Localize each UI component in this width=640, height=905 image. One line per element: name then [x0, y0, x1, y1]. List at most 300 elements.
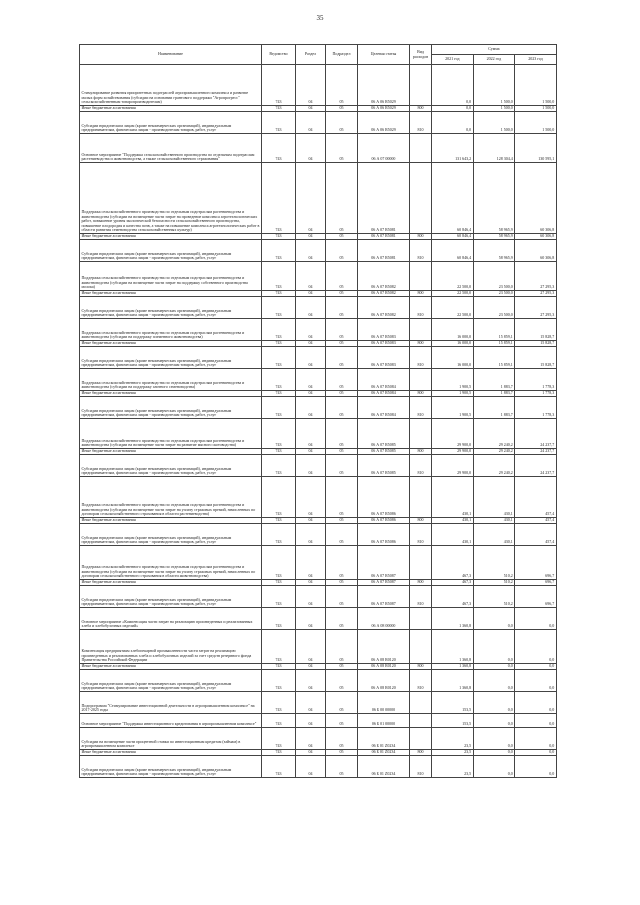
cell-2023: 60 306,8 — [515, 240, 557, 262]
cell-2022: 0,0 — [473, 670, 515, 692]
cell-2021: 1 900,5 — [432, 391, 474, 397]
cell-code: 06 Б 01 Z0234 — [358, 756, 410, 778]
cell-name: Субсидии юридическим лицам (кроме некоммерческих организаций), индивидуальным предпринимателям, физическим лицам - производителям товаров, работ, услуг — [80, 524, 262, 546]
cell-dept: 743 — [262, 134, 296, 163]
cell-type — [410, 369, 432, 391]
cell-2022: 15 859,1 — [473, 319, 515, 341]
cell-section: 04 — [296, 750, 326, 756]
cell-code: 06 А 07 R5083 — [358, 319, 410, 341]
cell-type — [410, 714, 432, 728]
cell-subsection: 05 — [326, 670, 358, 692]
cell-section: 04 — [296, 449, 326, 455]
cell-code: 06 А 07 R5082 — [358, 291, 410, 297]
cell-subsection: 05 — [326, 664, 358, 670]
cell-type: 810 — [410, 670, 432, 692]
cell-dept: 743 — [262, 714, 296, 728]
table-row — [80, 477, 557, 518]
cell-dept: 743 — [262, 419, 296, 449]
cell-name: Стимулирование развития приоритетных подотраслей агропромышленного комплекса и развитие малых форм хозяйствования (субсидии на основании грантового поддержки "Агропрогресс" сельскохозяйственным товаропроизводителям) — [80, 65, 262, 106]
cell-2023: 0,0 — [515, 608, 557, 630]
cell-name: Субсидии юридическим лицам (кроме некоммерческих организаций), индивидуальным предпринимателям, физическим лицам - производителям товаров, работ, услуг — [80, 112, 262, 134]
cell-name: Поддержка сельскохозяйственного производства по отдельным подотраслям растениеводства и животноводства (субсидии на возмещение части затрат на поддержку собственного производства молока) — [80, 262, 262, 291]
cell-name: Поддержка сельскохозяйственного производства по отдельным подотраслям растениеводства и животноводства (субсидии на поддержку племенного животноводства) — [80, 319, 262, 341]
cell-subsection: 05 — [326, 262, 358, 291]
cell-dept: 743 — [262, 692, 296, 714]
cell-name: Субсидии юридическим лицам (кроме некоммерческих организаций), индивидуальным предпринимателям, физическим лицам - производителям товаров, работ, услуг — [80, 297, 262, 319]
cell-section: 04 — [296, 714, 326, 728]
cell-2023: 0,0 — [515, 756, 557, 778]
cell-dept: 743 — [262, 608, 296, 630]
cell-2023: 457,4 — [515, 524, 557, 546]
cell-section: 04 — [296, 419, 326, 449]
cell-name: Субсидии юридическим лицам (кроме некоммерческих организаций), индивидуальным предпринимателям, физическим лицам - производителям товаров, работ, услуг — [80, 670, 262, 692]
cell-2021: 22 500,0 — [432, 291, 474, 297]
cell-section: 04 — [296, 134, 326, 163]
cell-dept: 743 — [262, 524, 296, 546]
cell-dept: 743 — [262, 369, 296, 391]
cell-2023: 457,4 — [515, 518, 557, 524]
cell-2022: 23 500,0 — [473, 262, 515, 291]
cell-code: 06 А 07 R5085 — [358, 419, 410, 449]
cell-section: 04 — [296, 546, 326, 580]
cell-type: 810 — [410, 240, 432, 262]
cell-section: 04 — [296, 234, 326, 240]
cell-dept: 743 — [262, 728, 296, 750]
cell-code: 06 А 07 R5082 — [358, 297, 410, 319]
cell-code: 06 Б 01 Z0234 — [358, 750, 410, 756]
cell-subsection: 05 — [326, 234, 358, 240]
cell-2023: 696,7 — [515, 586, 557, 608]
cell-2022: 29 240,2 — [473, 455, 515, 477]
cell-type: 810 — [410, 297, 432, 319]
cell-2021: 467,3 — [432, 580, 474, 586]
cell-name: Иные бюджетные ассигнования — [80, 664, 262, 670]
page-number: 35 — [316, 14, 324, 22]
cell-code: 06 Б 00 00000 — [358, 692, 410, 714]
cell-dept: 743 — [262, 347, 296, 369]
cell-type — [410, 477, 432, 518]
cell-subsection: 05 — [326, 586, 358, 608]
cell-dept: 743 — [262, 546, 296, 580]
cell-2022: 29 240,2 — [473, 419, 515, 449]
cell-type: 800 — [410, 291, 432, 297]
table-row — [80, 112, 557, 134]
cell-dept: 743 — [262, 397, 296, 419]
cell-subsection: 05 — [326, 477, 358, 518]
cell-subsection: 05 — [326, 106, 358, 112]
cell-2021: 153,5 — [432, 692, 474, 714]
cell-name: Иные бюджетные ассигнования — [80, 291, 262, 297]
cell-2021: 1 360,8 — [432, 664, 474, 670]
cell-2022: 430,1 — [473, 477, 515, 518]
cell-code: 06 Б 01 Z0234 — [358, 728, 410, 750]
cell-2023: 457,4 — [515, 477, 557, 518]
cell-section: 04 — [296, 608, 326, 630]
table-row — [80, 630, 557, 664]
cell-name: Субсидии юридическим лицам (кроме некоммерческих организаций), индивидуальным предпринимателям, физическим лицам - производителям товаров, работ, услуг — [80, 756, 262, 778]
cell-2023: 1 778,3 — [515, 397, 557, 419]
cell-2023: 27 295,3 — [515, 297, 557, 319]
cell-2023: 0,0 — [515, 750, 557, 756]
cell-2023: 15 828,7 — [515, 347, 557, 369]
cell-2022: 510,2 — [473, 580, 515, 586]
cell-2021: 16 000,0 — [432, 319, 474, 341]
cell-type: 810 — [410, 455, 432, 477]
cell-2021: 1 360,8 — [432, 630, 474, 664]
cell-name: Поддержка сельскохозяйственного производства по отдельным подотраслям растениеводства и животноводства (субсидии на возмещение части затрат на проведение комплекса агротехнологических работ, повышение уровня экологической безопасности сельскохозяйственного производства, повышение плодородия и качества почв, а также на повышение комплекса агротехнологических работ в области развития семеноводства сельскохозяйственных культур) — [80, 163, 262, 234]
cell-dept: 743 — [262, 449, 296, 455]
cell-section: 04 — [296, 106, 326, 112]
cell-2021: 23,5 — [432, 750, 474, 756]
cell-2022: 1 883,7 — [473, 397, 515, 419]
cell-section: 04 — [296, 664, 326, 670]
cell-2023: 60 306,8 — [515, 234, 557, 240]
cell-dept: 743 — [262, 240, 296, 262]
budget-table — [79, 44, 557, 778]
cell-code: 06 А 08 R0120 — [358, 670, 410, 692]
cell-dept: 743 — [262, 291, 296, 297]
cell-subsection: 05 — [326, 728, 358, 750]
cell-2022: 430,1 — [473, 518, 515, 524]
cell-2023: 0,0 — [515, 630, 557, 664]
cell-2023: 0,0 — [515, 714, 557, 728]
cell-2022: 1 500,0 — [473, 65, 515, 106]
cell-subsection: 05 — [326, 291, 358, 297]
cell-2023: 1 778,3 — [515, 391, 557, 397]
cell-subsection: 05 — [326, 134, 358, 163]
cell-2021: 0,0 — [432, 106, 474, 112]
cell-2023: 1 778,3 — [515, 369, 557, 391]
table-row — [80, 134, 557, 163]
cell-dept: 743 — [262, 756, 296, 778]
cell-section: 04 — [296, 112, 326, 134]
cell-section: 04 — [296, 347, 326, 369]
cell-code: 06 А 07 R5083 — [358, 341, 410, 347]
cell-2021: 0,0 — [432, 65, 474, 106]
cell-section: 04 — [296, 262, 326, 291]
cell-2021: 430,1 — [432, 477, 474, 518]
cell-code: 06 А 07 R5084 — [358, 397, 410, 419]
cell-subsection: 05 — [326, 341, 358, 347]
cell-dept: 743 — [262, 319, 296, 341]
cell-code: 06 А 07 R5082 — [358, 262, 410, 291]
cell-code: 06 А 07 R5086 — [358, 477, 410, 518]
cell-2022: 1 883,7 — [473, 391, 515, 397]
cell-2021: 60 846,4 — [432, 240, 474, 262]
cell-2022: 0,0 — [473, 630, 515, 664]
cell-section: 04 — [296, 369, 326, 391]
cell-section: 04 — [296, 341, 326, 347]
cell-code: 06 А 07 R5087 — [358, 546, 410, 580]
cell-dept: 743 — [262, 586, 296, 608]
cell-2023: 0,0 — [515, 664, 557, 670]
cell-name: Иные бюджетные ассигнования — [80, 518, 262, 524]
cell-section: 04 — [296, 586, 326, 608]
cell-section: 04 — [296, 163, 326, 234]
cell-subsection: 05 — [326, 112, 358, 134]
cell-2022: 58 965,9 — [473, 240, 515, 262]
cell-code: 06 А 07 R5087 — [358, 586, 410, 608]
cell-section: 04 — [296, 65, 326, 106]
cell-code: 06 А 08 00000 — [358, 608, 410, 630]
cell-type — [410, 608, 432, 630]
cell-type: 810 — [410, 347, 432, 369]
cell-2021: 23,5 — [432, 756, 474, 778]
table-row — [80, 608, 557, 630]
cell-dept: 743 — [262, 580, 296, 586]
cell-dept: 743 — [262, 163, 296, 234]
table-row — [80, 65, 557, 106]
cell-2021: 22 500,0 — [432, 297, 474, 319]
table-row — [80, 297, 557, 319]
cell-code: 06 А 07 R5085 — [358, 455, 410, 477]
cell-code: 06 А 06 R5029 — [358, 112, 410, 134]
cell-2022: 1 883,7 — [473, 369, 515, 391]
cell-2023: 696,7 — [515, 580, 557, 586]
cell-2022: 1 500,0 — [473, 106, 515, 112]
cell-name: Иные бюджетные ассигнования — [80, 750, 262, 756]
table-body — [80, 65, 557, 778]
cell-dept: 743 — [262, 664, 296, 670]
cell-2021: 1 900,5 — [432, 397, 474, 419]
cell-section: 04 — [296, 524, 326, 546]
cell-type: 800 — [410, 518, 432, 524]
cell-2022: 0,0 — [473, 756, 515, 778]
cell-code: 06 А 07 R5083 — [358, 347, 410, 369]
cell-2021: 1 360,8 — [432, 608, 474, 630]
cell-type — [410, 546, 432, 580]
cell-code: 06 А 07 R5084 — [358, 369, 410, 391]
cell-subsection: 05 — [326, 750, 358, 756]
cell-2021: 29 900,0 — [432, 419, 474, 449]
cell-2023: 15 828,7 — [515, 341, 557, 347]
table-row — [80, 262, 557, 291]
cell-section: 04 — [296, 580, 326, 586]
cell-subsection: 05 — [326, 297, 358, 319]
cell-section: 04 — [296, 319, 326, 341]
cell-subsection: 05 — [326, 163, 358, 234]
cell-2023: 27 295,3 — [515, 291, 557, 297]
cell-code: 06 А 08 R0120 — [358, 630, 410, 664]
cell-type: 800 — [410, 391, 432, 397]
cell-type — [410, 692, 432, 714]
cell-subsection: 05 — [326, 449, 358, 455]
cell-code: 06 А 07 R5084 — [358, 391, 410, 397]
cell-code: 06 А 06 R5029 — [358, 65, 410, 106]
table-row — [80, 524, 557, 546]
table-row — [80, 692, 557, 714]
cell-subsection: 05 — [326, 240, 358, 262]
cell-2023: 0,0 — [515, 692, 557, 714]
header-year-2021: 2021 год — [432, 55, 474, 65]
cell-name: Субсидии юридическим лицам (кроме некоммерческих организаций), индивидуальным предпринимателям, физическим лицам - производителям товаров, работ, услуг — [80, 397, 262, 419]
cell-section: 04 — [296, 397, 326, 419]
cell-2023: 1 500,0 — [515, 106, 557, 112]
cell-name: Иные бюджетные ассигнования — [80, 391, 262, 397]
cell-type — [410, 134, 432, 163]
cell-2023: 1 500,0 — [515, 112, 557, 134]
cell-subsection: 05 — [326, 397, 358, 419]
cell-code: 06 А 07 00000 — [358, 134, 410, 163]
table-row — [80, 419, 557, 449]
cell-2022: 1 500,0 — [473, 112, 515, 134]
cell-section: 04 — [296, 756, 326, 778]
cell-type: 800 — [410, 106, 432, 112]
cell-2022: 15 859,1 — [473, 341, 515, 347]
cell-section: 04 — [296, 630, 326, 664]
cell-type — [410, 163, 432, 234]
table-row — [80, 728, 557, 750]
cell-section: 04 — [296, 455, 326, 477]
cell-dept: 743 — [262, 262, 296, 291]
cell-subsection: 05 — [326, 391, 358, 397]
cell-2021: 131 643,2 — [432, 134, 474, 163]
cell-2023: 0,0 — [515, 728, 557, 750]
header-type: Вид расходов — [410, 45, 432, 65]
cell-subsection: 05 — [326, 714, 358, 728]
table-row — [80, 347, 557, 369]
cell-dept: 743 — [262, 234, 296, 240]
header-name: Наименование — [80, 45, 262, 65]
cell-type: 800 — [410, 664, 432, 670]
cell-section: 04 — [296, 670, 326, 692]
cell-2022: 15 859,1 — [473, 347, 515, 369]
cell-2021: 23,5 — [432, 728, 474, 750]
header-sum: Сумма — [432, 45, 557, 55]
cell-type — [410, 728, 432, 750]
cell-dept: 743 — [262, 391, 296, 397]
header-subsection: Подраздел — [326, 45, 358, 65]
cell-subsection: 05 — [326, 319, 358, 341]
cell-2022: 23 500,0 — [473, 291, 515, 297]
cell-2021: 0,0 — [432, 112, 474, 134]
cell-type: 800 — [410, 449, 432, 455]
cell-code: 06 А 06 R5029 — [358, 106, 410, 112]
cell-type: 800 — [410, 750, 432, 756]
cell-code: 06 А 07 R5086 — [358, 524, 410, 546]
cell-2022: 430,1 — [473, 524, 515, 546]
cell-2022: 58 965,9 — [473, 234, 515, 240]
cell-2022: 510,2 — [473, 586, 515, 608]
cell-2021: 16 000,0 — [432, 341, 474, 347]
cell-section: 04 — [296, 477, 326, 518]
cell-2023: 24 237,7 — [515, 455, 557, 477]
cell-name: Подпрограмма "Стимулирование инвестиционной деятельности в агропромышленном комплексе" на 2017-2025 годы — [80, 692, 262, 714]
cell-code: 06 А 07 R5087 — [358, 580, 410, 586]
cell-section: 04 — [296, 240, 326, 262]
cell-subsection: 05 — [326, 419, 358, 449]
cell-2021: 29 900,0 — [432, 449, 474, 455]
cell-dept: 743 — [262, 297, 296, 319]
cell-subsection: 05 — [326, 369, 358, 391]
cell-2023: 696,7 — [515, 546, 557, 580]
cell-subsection: 05 — [326, 756, 358, 778]
cell-dept: 743 — [262, 455, 296, 477]
header-code: Целевая статья — [358, 45, 410, 65]
cell-name: Основное мероприятие "Поддержка сельскохозяйственного производства по отдельным подотраслям растениеводства и животноводства, а также сельскохозяйственного страхования" — [80, 134, 262, 163]
cell-type: 810 — [410, 112, 432, 134]
cell-2021: 430,1 — [432, 524, 474, 546]
cell-name: Компенсация предприятиям хлебопекарной промышленности части затрат на реализацию произведенных и реализованных хлеба и хлебобулочных изделий за счет средств резервного фонда Правительства Российской Федерации — [80, 630, 262, 664]
cell-dept: 743 — [262, 518, 296, 524]
cell-name: Поддержка сельскохозяйственного производства по отдельным подотраслям растениеводства и животноводства (субсидии на возмещение части затрат на уплату страховых премий, начисленных по договорам сельскохозяйственного страхования в области растениеводства) — [80, 477, 262, 518]
cell-code: 06 А 07 R5081 — [358, 240, 410, 262]
cell-2023: 130 595,1 — [515, 134, 557, 163]
table-row — [80, 546, 557, 580]
cell-2021: 430,1 — [432, 518, 474, 524]
cell-2022: 0,0 — [473, 750, 515, 756]
cell-name: Иные бюджетные ассигнования — [80, 580, 262, 586]
cell-name: Субсидии юридическим лицам (кроме некоммерческих организаций), индивидуальным предпринимателям, физическим лицам - производителям товаров, работ, услуг — [80, 455, 262, 477]
cell-section: 04 — [296, 297, 326, 319]
cell-name: Основное мероприятие «Компенсация части затрат на реализацию произведенных и реализованных хлеба и хлебобулочных изделий» — [80, 608, 262, 630]
cell-section: 04 — [296, 728, 326, 750]
cell-type — [410, 262, 432, 291]
cell-2023: 0,0 — [515, 670, 557, 692]
table-row — [80, 369, 557, 391]
cell-dept: 743 — [262, 106, 296, 112]
header-year-2022: 2022 год — [473, 55, 515, 65]
table-row — [80, 455, 557, 477]
cell-code: 06 А 07 R5085 — [358, 449, 410, 455]
cell-dept: 743 — [262, 670, 296, 692]
cell-type — [410, 319, 432, 341]
cell-type: 800 — [410, 341, 432, 347]
cell-2022: 0,0 — [473, 608, 515, 630]
cell-type: 800 — [410, 580, 432, 586]
header-dept: Ведомство — [262, 45, 296, 65]
cell-name: Иные бюджетные ассигнования — [80, 106, 262, 112]
cell-section: 04 — [296, 391, 326, 397]
table-row — [80, 714, 557, 728]
cell-2023: 1 500,0 — [515, 65, 557, 106]
cell-subsection: 05 — [326, 524, 358, 546]
cell-code: 06 Б 01 00000 — [358, 714, 410, 728]
cell-name: Иные бюджетные ассигнования — [80, 341, 262, 347]
cell-subsection: 05 — [326, 65, 358, 106]
cell-subsection: 05 — [326, 546, 358, 580]
cell-code: 06 А 07 R5081 — [358, 234, 410, 240]
cell-2022: 0,0 — [473, 728, 515, 750]
cell-2021: 29 900,0 — [432, 455, 474, 477]
cell-section: 04 — [296, 518, 326, 524]
cell-2022: 0,0 — [473, 714, 515, 728]
cell-name: Субсидии юридическим лицам (кроме некоммерческих организаций), индивидуальным предпринимателям, физическим лицам - производителям товаров, работ, услуг — [80, 347, 262, 369]
cell-2021: 16 000,0 — [432, 347, 474, 369]
cell-2021: 1 900,5 — [432, 369, 474, 391]
cell-2021: 467,3 — [432, 546, 474, 580]
cell-2023: 15 828,7 — [515, 319, 557, 341]
table-row — [80, 397, 557, 419]
cell-2022: 23 500,0 — [473, 297, 515, 319]
table-row — [80, 240, 557, 262]
cell-2021: 467,3 — [432, 586, 474, 608]
cell-dept: 743 — [262, 750, 296, 756]
cell-code: 06 А 08 R0120 — [358, 664, 410, 670]
cell-2021: 22 500,0 — [432, 262, 474, 291]
cell-name: Поддержка сельскохозяйственного производства по отдельным подотраслям растениеводства и животноводства (субсидии на возмещение части затрат на развитие мясного скотоводства) — [80, 419, 262, 449]
cell-name: Иные бюджетные ассигнования — [80, 449, 262, 455]
cell-dept: 743 — [262, 65, 296, 106]
cell-dept: 743 — [262, 630, 296, 664]
cell-2021: 1 360,8 — [432, 670, 474, 692]
cell-type: 810 — [410, 586, 432, 608]
cell-type — [410, 630, 432, 664]
cell-name: Субсидии на возмещение части процентной ставки по инвестиционным кредитам (займам) в агропромышленном комплексе — [80, 728, 262, 750]
cell-dept: 743 — [262, 477, 296, 518]
cell-subsection: 05 — [326, 608, 358, 630]
cell-type: 810 — [410, 397, 432, 419]
